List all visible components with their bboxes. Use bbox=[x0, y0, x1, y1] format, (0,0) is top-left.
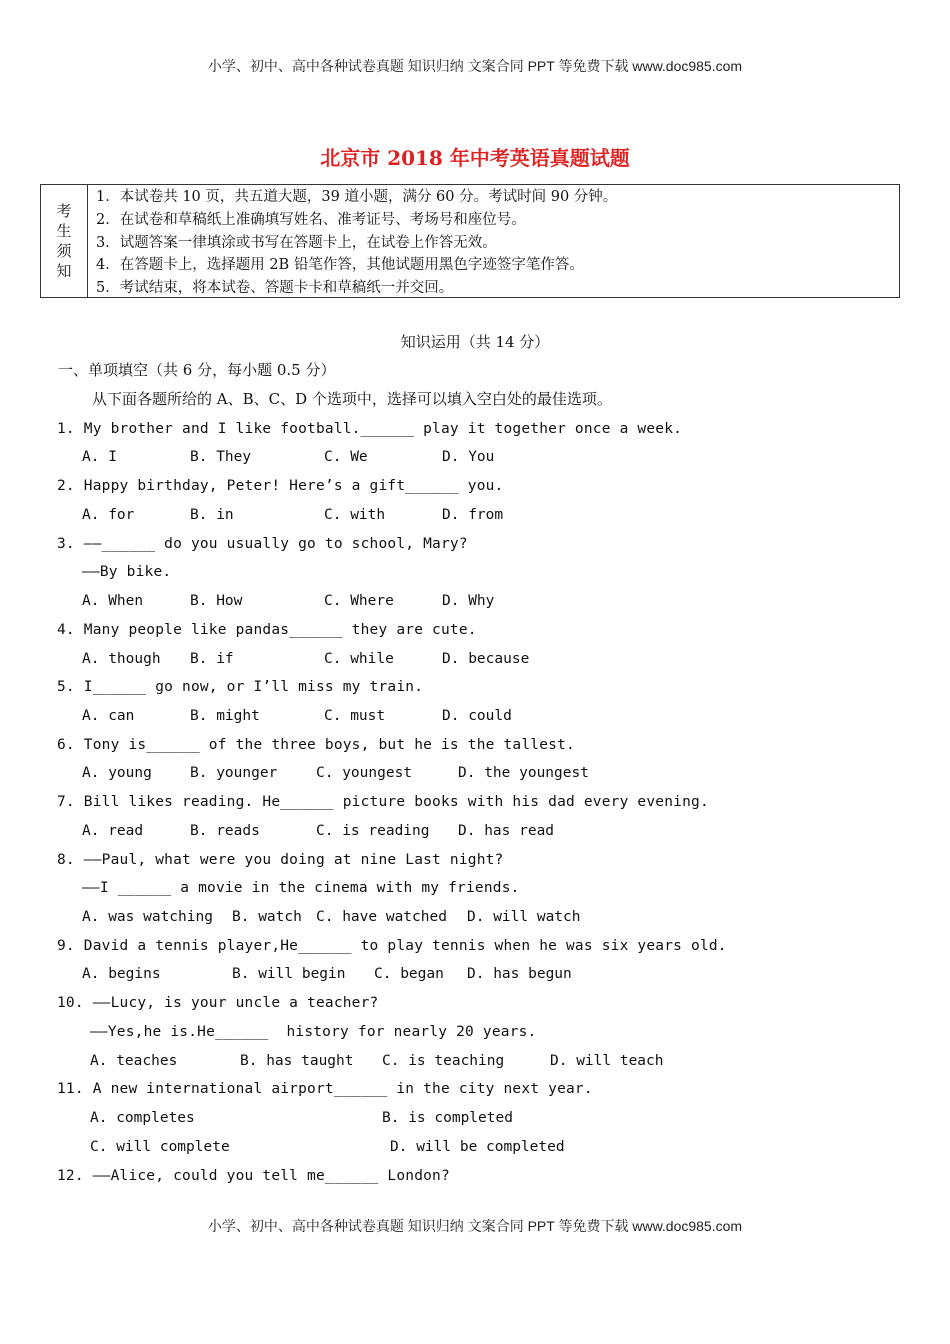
question-stem: 4. Many people like pandas______ they are cute. bbox=[57, 622, 477, 638]
option: A. read bbox=[82, 823, 144, 839]
question-reply: ——I ______ a movie in the cinema with my friends. bbox=[82, 880, 520, 896]
notice-label-char: 考 bbox=[56, 202, 72, 220]
option: D. could bbox=[442, 708, 512, 724]
option: D. will be completed bbox=[390, 1139, 565, 1155]
notice-item: 4．在答题卡上，选择题用 2B 铅笔作答，其他试题用黑色字迹签字笔作答。 bbox=[96, 257, 584, 274]
option: B. will begin bbox=[232, 966, 346, 982]
page-footer: 小学、初中、高中各种试卷真题 知识归纳 文案合同 PPT 等免费下载 www.doc985.com bbox=[207, 1218, 743, 1234]
option: D. because bbox=[442, 651, 530, 667]
option: D. has read bbox=[458, 823, 555, 839]
notice-label-char: 知 bbox=[56, 262, 72, 280]
option: A. though bbox=[82, 651, 161, 667]
option: B. They bbox=[190, 449, 252, 465]
notice-box bbox=[40, 184, 900, 298]
option: D. will teach bbox=[550, 1053, 664, 1069]
option: C. is reading bbox=[316, 823, 430, 839]
question-reply: ——By bike. bbox=[82, 564, 172, 580]
question-stem: 8. ——Paul, what were you doing at nine Last night? bbox=[57, 852, 504, 868]
option: C. is teaching bbox=[382, 1053, 505, 1069]
notice-items bbox=[88, 185, 617, 297]
page-title: 北京市 2018 年中考英语真题试题 bbox=[320, 146, 630, 170]
option: A. When bbox=[82, 593, 144, 609]
question-stem: 11. A new international airport______ in the city next year. bbox=[57, 1081, 593, 1097]
option: B. has taught bbox=[240, 1053, 354, 1069]
part-title: 一、单项填空（共 6 分，每小题 0.5 分） bbox=[58, 361, 336, 379]
option: A. I bbox=[82, 449, 117, 465]
option: A. young bbox=[82, 765, 152, 781]
option: B. might bbox=[190, 708, 260, 724]
option: A. can bbox=[82, 708, 135, 724]
option: C. We bbox=[324, 449, 368, 465]
option: C. while bbox=[324, 651, 394, 667]
option: D. from bbox=[442, 507, 504, 523]
option: B. watch bbox=[232, 909, 302, 925]
question-reply: ——Yes,he is.He______ history for nearly 20 years. bbox=[90, 1024, 537, 1040]
option: B. if bbox=[190, 651, 234, 667]
option: A. teaches bbox=[90, 1053, 178, 1069]
question-stem: 10. ——Lucy, is your uncle a teacher? bbox=[57, 995, 379, 1011]
question-stem: 2. Happy birthday, Peter! Here’s a gift______ you. bbox=[57, 478, 504, 494]
section-title: 知识运用（共 14 分） bbox=[400, 333, 550, 351]
option: C. have watched bbox=[316, 909, 447, 925]
option: B. How bbox=[190, 593, 243, 609]
option: A. begins bbox=[82, 966, 161, 982]
notice-item: 1．本试卷共 10 页，共五道大题，39 道小题，满分 60 分。考试时间 90 分钟。 bbox=[96, 189, 618, 205]
option: D. will watch bbox=[467, 909, 581, 925]
question-stem: 12. ——Alice, could you tell me______ London? bbox=[57, 1168, 450, 1184]
option: B. younger bbox=[190, 765, 278, 781]
question-stem: 7. Bill likes reading. He______ picture books with his dad every evening. bbox=[57, 794, 709, 810]
question-stem: 5. I______ go now, or I’ll miss my train. bbox=[57, 679, 424, 695]
option: D. the youngest bbox=[458, 765, 589, 781]
notice-item: 2．在试卷和草稿纸上准确填写姓名、准考证号、考场号和座位号。 bbox=[96, 211, 526, 228]
option: A. for bbox=[82, 507, 135, 523]
option: C. Where bbox=[324, 593, 394, 609]
option: B. in bbox=[190, 507, 234, 523]
question-stem: 1. My brother and I like football.______ play it together once a week. bbox=[57, 421, 683, 437]
option: C. began bbox=[374, 966, 444, 982]
option: D. You bbox=[442, 449, 495, 465]
notice-label-char: 生 bbox=[56, 222, 72, 240]
question-stem: 6. Tony is______ of the three boys, but he is the tallest. bbox=[57, 737, 575, 753]
option: D. Why bbox=[442, 593, 495, 609]
page-header: 小学、初中、高中各种试卷真题 知识归纳 文案合同 PPT 等免费下载 www.doc985.com bbox=[207, 58, 743, 74]
option: B. reads bbox=[190, 823, 260, 839]
notice-item: 3．试题答案一律填涂或书写在答题卡上，在试卷上作答无效。 bbox=[96, 234, 497, 251]
question-stem: 9. David a tennis player,He______ to play tennis when he was six years old. bbox=[57, 938, 727, 954]
notice-label-char: 须 bbox=[56, 242, 72, 260]
question-stem: 3. ——______ do you usually go to school, Mary? bbox=[57, 536, 468, 552]
option: C. will complete bbox=[90, 1139, 230, 1155]
option: C. must bbox=[324, 708, 386, 724]
option: C. youngest bbox=[316, 765, 413, 781]
part-instruction: 从下面各题所给的 A、B、C、D 个选项中，选择可以填入空白处的最佳选项。 bbox=[92, 390, 612, 408]
option: A. completes bbox=[90, 1110, 195, 1126]
option: A. was watching bbox=[82, 909, 213, 925]
notice-label bbox=[41, 185, 88, 297]
option: D. has begun bbox=[467, 966, 572, 982]
option: C. with bbox=[324, 507, 386, 523]
option: B. is completed bbox=[382, 1110, 513, 1126]
notice-item: 5．考试结束，将本试卷、答题卡卡和草稿纸一并交回。 bbox=[96, 280, 454, 297]
